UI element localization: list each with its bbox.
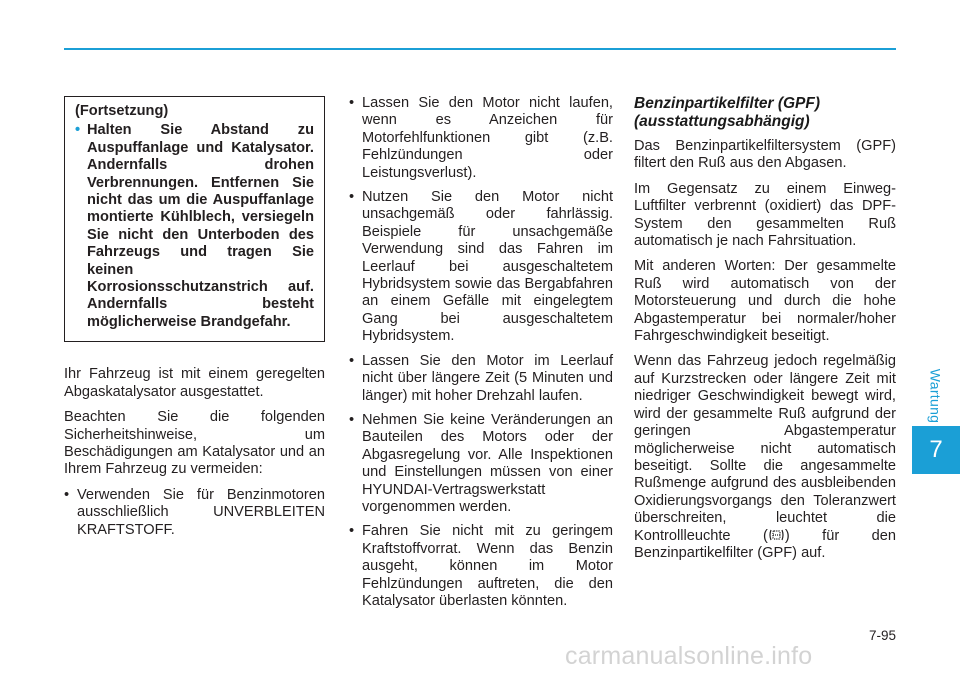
list-item (349, 189, 613, 346)
list-item (349, 523, 613, 610)
gpf-warning-icon (768, 528, 785, 542)
section-title: Benzinpartikelfilter (GPF) (ausstattungsabhängig) (634, 95, 821, 130)
bullet-icon: • (349, 95, 355, 111)
bullet-icon: • (349, 523, 355, 540)
warning-box (64, 96, 325, 342)
gpf-paragraph-2: Im Gegensatz zu einem Einweg-Luftfilter verbrennt (oxidiert) das DPF-System den gesammelten Ruß automatisch je nach Fahrsituation. (634, 180, 896, 250)
column-3 (634, 95, 896, 570)
chapter-tab (912, 426, 960, 474)
list-item-text: Fahren Sie nicht mit zu geringem Kraftstoffvorrat. Wenn das Benzin ausgeht, können im Motor Fehlzündungen auftreten, die den Katalysator überlasten könnten. (362, 523, 613, 609)
list-item (349, 353, 613, 405)
gpf-paragraph-1: Das Benzinpartikelfiltersystem (GPF) filtert den Ruß aus den Abgasen. (634, 138, 896, 172)
section-side-label (922, 366, 948, 426)
list-item (349, 95, 613, 182)
gpf-paragraph-4 (634, 353, 896, 562)
header-rule (64, 48, 896, 50)
list-item-text: Lassen Sie den Motor nicht laufen, wenn es Anzeichen für Motorfehlfunktionen gibt (z.B. Fehlzündungen oder Leistungsverlust). (362, 95, 613, 181)
page-number: 7-95 (868, 628, 896, 643)
column-1 (64, 96, 325, 547)
watermark: carmanualsonline.info (565, 642, 813, 670)
list-item (64, 487, 325, 539)
bullet-icon: • (64, 486, 70, 503)
warning-box-heading: (Fortsetzung) (75, 103, 169, 119)
bullet-icon: • (349, 189, 355, 206)
safety-hints-intro: Beachten Sie die folgenden Sicherheitshinweise, um Beschädigungen am Katalysator und an Ihrem Fahrzeug zu vermeiden: (64, 409, 325, 478)
list-item (349, 412, 613, 516)
gpf-paragraph-4-end: ) für den Benzinpartikelfilter (GPF) auf. (634, 527, 896, 561)
column-2-list (349, 95, 613, 610)
gpf-paragraph-4-start: Wenn das Fahrzeug jedoch regelmäßig auf Kurzstrecken oder längere Zeit mit niedriger Geschwindigkeit bewegt wird, wird der gesammelte Ruß aufgrund der geringen Abgastemperatur möglicherweise nicht automatisch beseitigt. Sollte die angesammelte Rußmenge aufgrund des ausbleibenden Oxidierungsvorgangs den Toleranzwert überschreiten, leuchtet die Kontrollleuchte ( (634, 353, 896, 544)
warning-box-item (75, 122, 314, 331)
list-item-text: Nutzen Sie den Motor nicht unsachgemäß oder fahrlässig. Beispiele für unsachgemäße Verwendung sind das Fahren im Leerlauf bei ausgeschaltetem Hybridsystem sowie das Bergabfahren an einem Gefälle mit eingelegtem Gang bei ausgeschaltetem Hybridsystem. (362, 189, 613, 345)
warning-box-text: Halten Sie Abstand zu Auspuffanlage und Katalysator. Andernfalls drohen Verbrennungen. Entfernen Sie nicht das um die Auspuffanlage montierte Kühlblech, versiegeln Sie nicht den Unterboden des Fahrzeugs und tragen Sie keinen Korrosionsschutzanstrich auf. Andernfalls besteht möglicherweise Brandgefahr. (87, 122, 314, 330)
catalyst-intro: Ihr Fahrzeug ist mit einem geregelten Abgaskatalysator ausgestattet. (64, 366, 325, 400)
chapter-number: 7 (929, 436, 943, 463)
bullet-icon: • (349, 411, 355, 428)
gpf-paragraph-3: Mit anderen Worten: Der gesammelte Ruß wird automatisch von der Motorsteuerung und durch die hohe Abgastemperatur bei normaler/hoher Fahrgeschwindigkeit beseitigt. (634, 258, 896, 345)
list-item-text: Lassen Sie den Motor im Leerlauf nicht über längere Zeit (5 Minuten und länger) mit hoher Drehzahl laufen. (362, 352, 613, 404)
list-item-text: Verwenden Sie für Benzinmotoren ausschließlich UNVERBLEITEN KRAFTSTOFF. (77, 486, 325, 538)
list-item-text: Nehmen Sie keine Veränderungen an Bauteilen des Motors oder der Abgasregelung vor. Alle Inspektionen und Einstellungen müssen von einer HYUNDAI-Vertragswerkstatt vorgenommen werden. (362, 411, 613, 515)
section-label-text: Wartung (927, 368, 943, 424)
column-2 (349, 95, 613, 618)
bullet-icon: • (75, 122, 81, 139)
bullet-icon: • (349, 352, 355, 369)
column-1-list (64, 487, 325, 539)
